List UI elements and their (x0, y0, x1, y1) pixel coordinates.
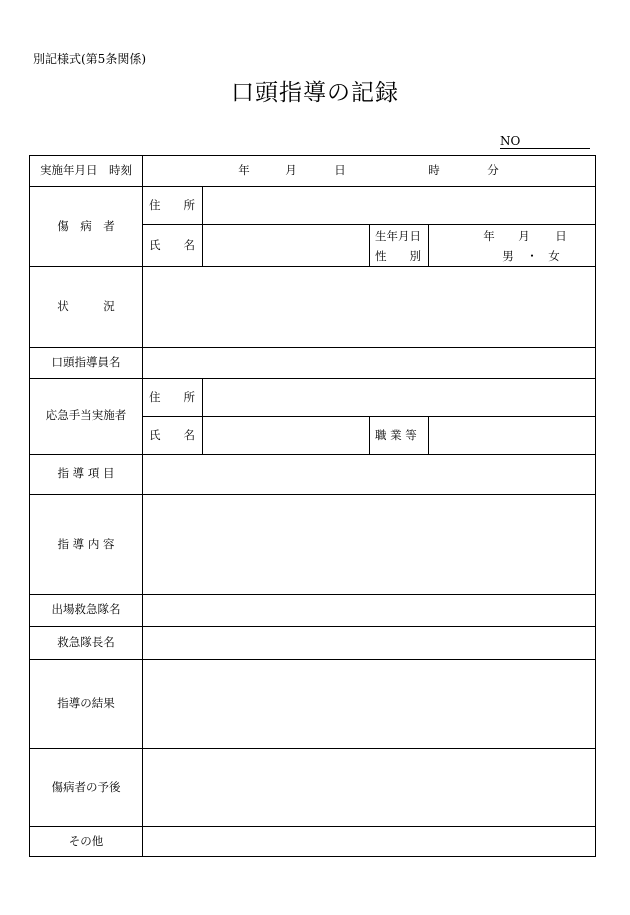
column-divider (369, 224, 370, 266)
first-aider-occupation-label: 職 業 等 (375, 428, 417, 442)
first-aider-name-field[interactable] (203, 417, 368, 453)
situation-field[interactable] (143, 267, 595, 346)
form-reference: 別記様式(第5条関係) (33, 52, 146, 66)
patient-sex-label: 性 別 (375, 249, 421, 263)
sex-option-male[interactable]: 男 (502, 249, 514, 263)
patient-birth-year-unit: 年 (483, 229, 495, 243)
datetime-label: 実施年月日 時刻 (40, 163, 132, 177)
prognosis-label: 傷病者の予後 (51, 780, 121, 794)
patient-label: 傷 病 者 (57, 219, 115, 233)
patient-birth-day-unit: 日 (555, 229, 567, 243)
guidance-content-field[interactable] (143, 495, 595, 593)
datetime-field[interactable] (143, 156, 595, 185)
datetime-month-unit: 月 (285, 163, 297, 177)
page-title: 口頭指導の記録 (231, 80, 399, 106)
instructor-field[interactable] (143, 348, 595, 377)
guidance-content-label: 指 導 内 容 (57, 537, 115, 551)
dispatched-unit-field[interactable] (143, 595, 595, 625)
patient-name-field[interactable] (203, 225, 368, 265)
prognosis-field[interactable] (143, 749, 595, 825)
first-aider-label: 応急手当実施者 (45, 408, 127, 422)
first-aider-address-label: 住 所 (149, 390, 195, 404)
situation-label: 状 況 (57, 299, 115, 313)
datetime-hour-unit: 時 (428, 163, 440, 177)
patient-birth-label: 生年月日 (375, 229, 421, 243)
datetime-minute-unit: 分 (487, 163, 499, 177)
patient-address-label: 住 所 (149, 198, 195, 212)
patient-birth-month-unit: 月 (518, 229, 530, 243)
sex-option-female[interactable]: 女 (548, 249, 560, 263)
unit-leader-field[interactable] (143, 627, 595, 658)
datetime-year-unit: 年 (238, 163, 250, 177)
guidance-result-label: 指導の結果 (57, 696, 115, 710)
dispatched-unit-label: 出場救急隊名 (51, 602, 121, 616)
record-number-field[interactable] (500, 148, 590, 149)
patient-address-field[interactable] (203, 187, 595, 223)
record-number-label: NO (500, 134, 521, 148)
patient-name-label: 氏 名 (149, 238, 195, 252)
first-aider-occupation-field[interactable] (429, 417, 595, 453)
guidance-result-field[interactable] (143, 660, 595, 747)
sex-option-separator: ・ (526, 249, 538, 263)
column-divider (369, 416, 370, 454)
other-label: その他 (68, 834, 104, 848)
datetime-day-unit: 日 (334, 163, 346, 177)
other-field[interactable] (143, 827, 595, 856)
guidance-item-label: 指 導 項 目 (57, 466, 115, 480)
first-aider-name-label: 氏 名 (149, 428, 195, 442)
guidance-item-field[interactable] (143, 455, 595, 493)
instructor-label: 口頭指導員名 (51, 355, 121, 369)
first-aider-address-field[interactable] (203, 379, 595, 415)
unit-leader-label: 救急隊長名 (57, 635, 115, 649)
